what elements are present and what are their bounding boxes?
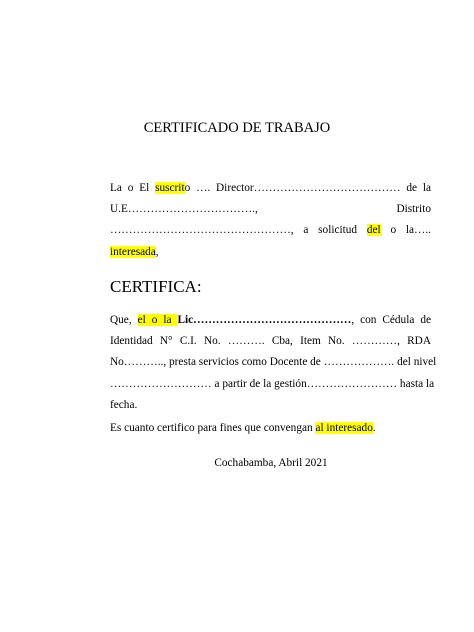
- intro-line-1: La o El suscrito …. Director………………………………… de la: [110, 182, 431, 194]
- body-line-1: Que, el o la Lic……………………………………, con Cédula de: [110, 314, 431, 326]
- lic-label: Lic: [177, 314, 194, 326]
- highlight-interesada: interesada: [110, 245, 156, 258]
- intro-line-4: interesada,: [110, 245, 159, 258]
- highlight-al-interesado: al interesado: [315, 422, 373, 434]
- intro-line-2: U.E……………………………., Distrito: [110, 203, 431, 216]
- body-line-4: ……………………… a partir de la gestión…………………… hasta la: [110, 377, 435, 390]
- intro-paragraph: [110, 178, 431, 263]
- body-paragraph: [110, 310, 437, 416]
- closing-sentence: Es cuanto certifico para fines que convengan al interesado.: [110, 422, 376, 434]
- document-title: CERTIFICADO DE TRABAJO: [143, 120, 331, 136]
- place-date: Cochabamba, Abril 2021: [214, 457, 328, 469]
- body-line-2: Identidad N° C.I. No. ………. Cba, Item No. …………, RDA: [110, 335, 431, 348]
- highlight-el-o-la: el o la: [137, 314, 178, 326]
- intro-line-3: …………………………………………, a solicitud del o la…..: [110, 224, 431, 237]
- highlight-suscrito: suscrit: [155, 182, 185, 194]
- certifica-heading: CERTIFICA:: [110, 277, 202, 296]
- highlight-del: del: [366, 224, 381, 237]
- body-line-5: fecha.: [110, 398, 138, 411]
- body-line-3: No……….., presta servicios como Docente de ………………. del nivel: [110, 356, 437, 369]
